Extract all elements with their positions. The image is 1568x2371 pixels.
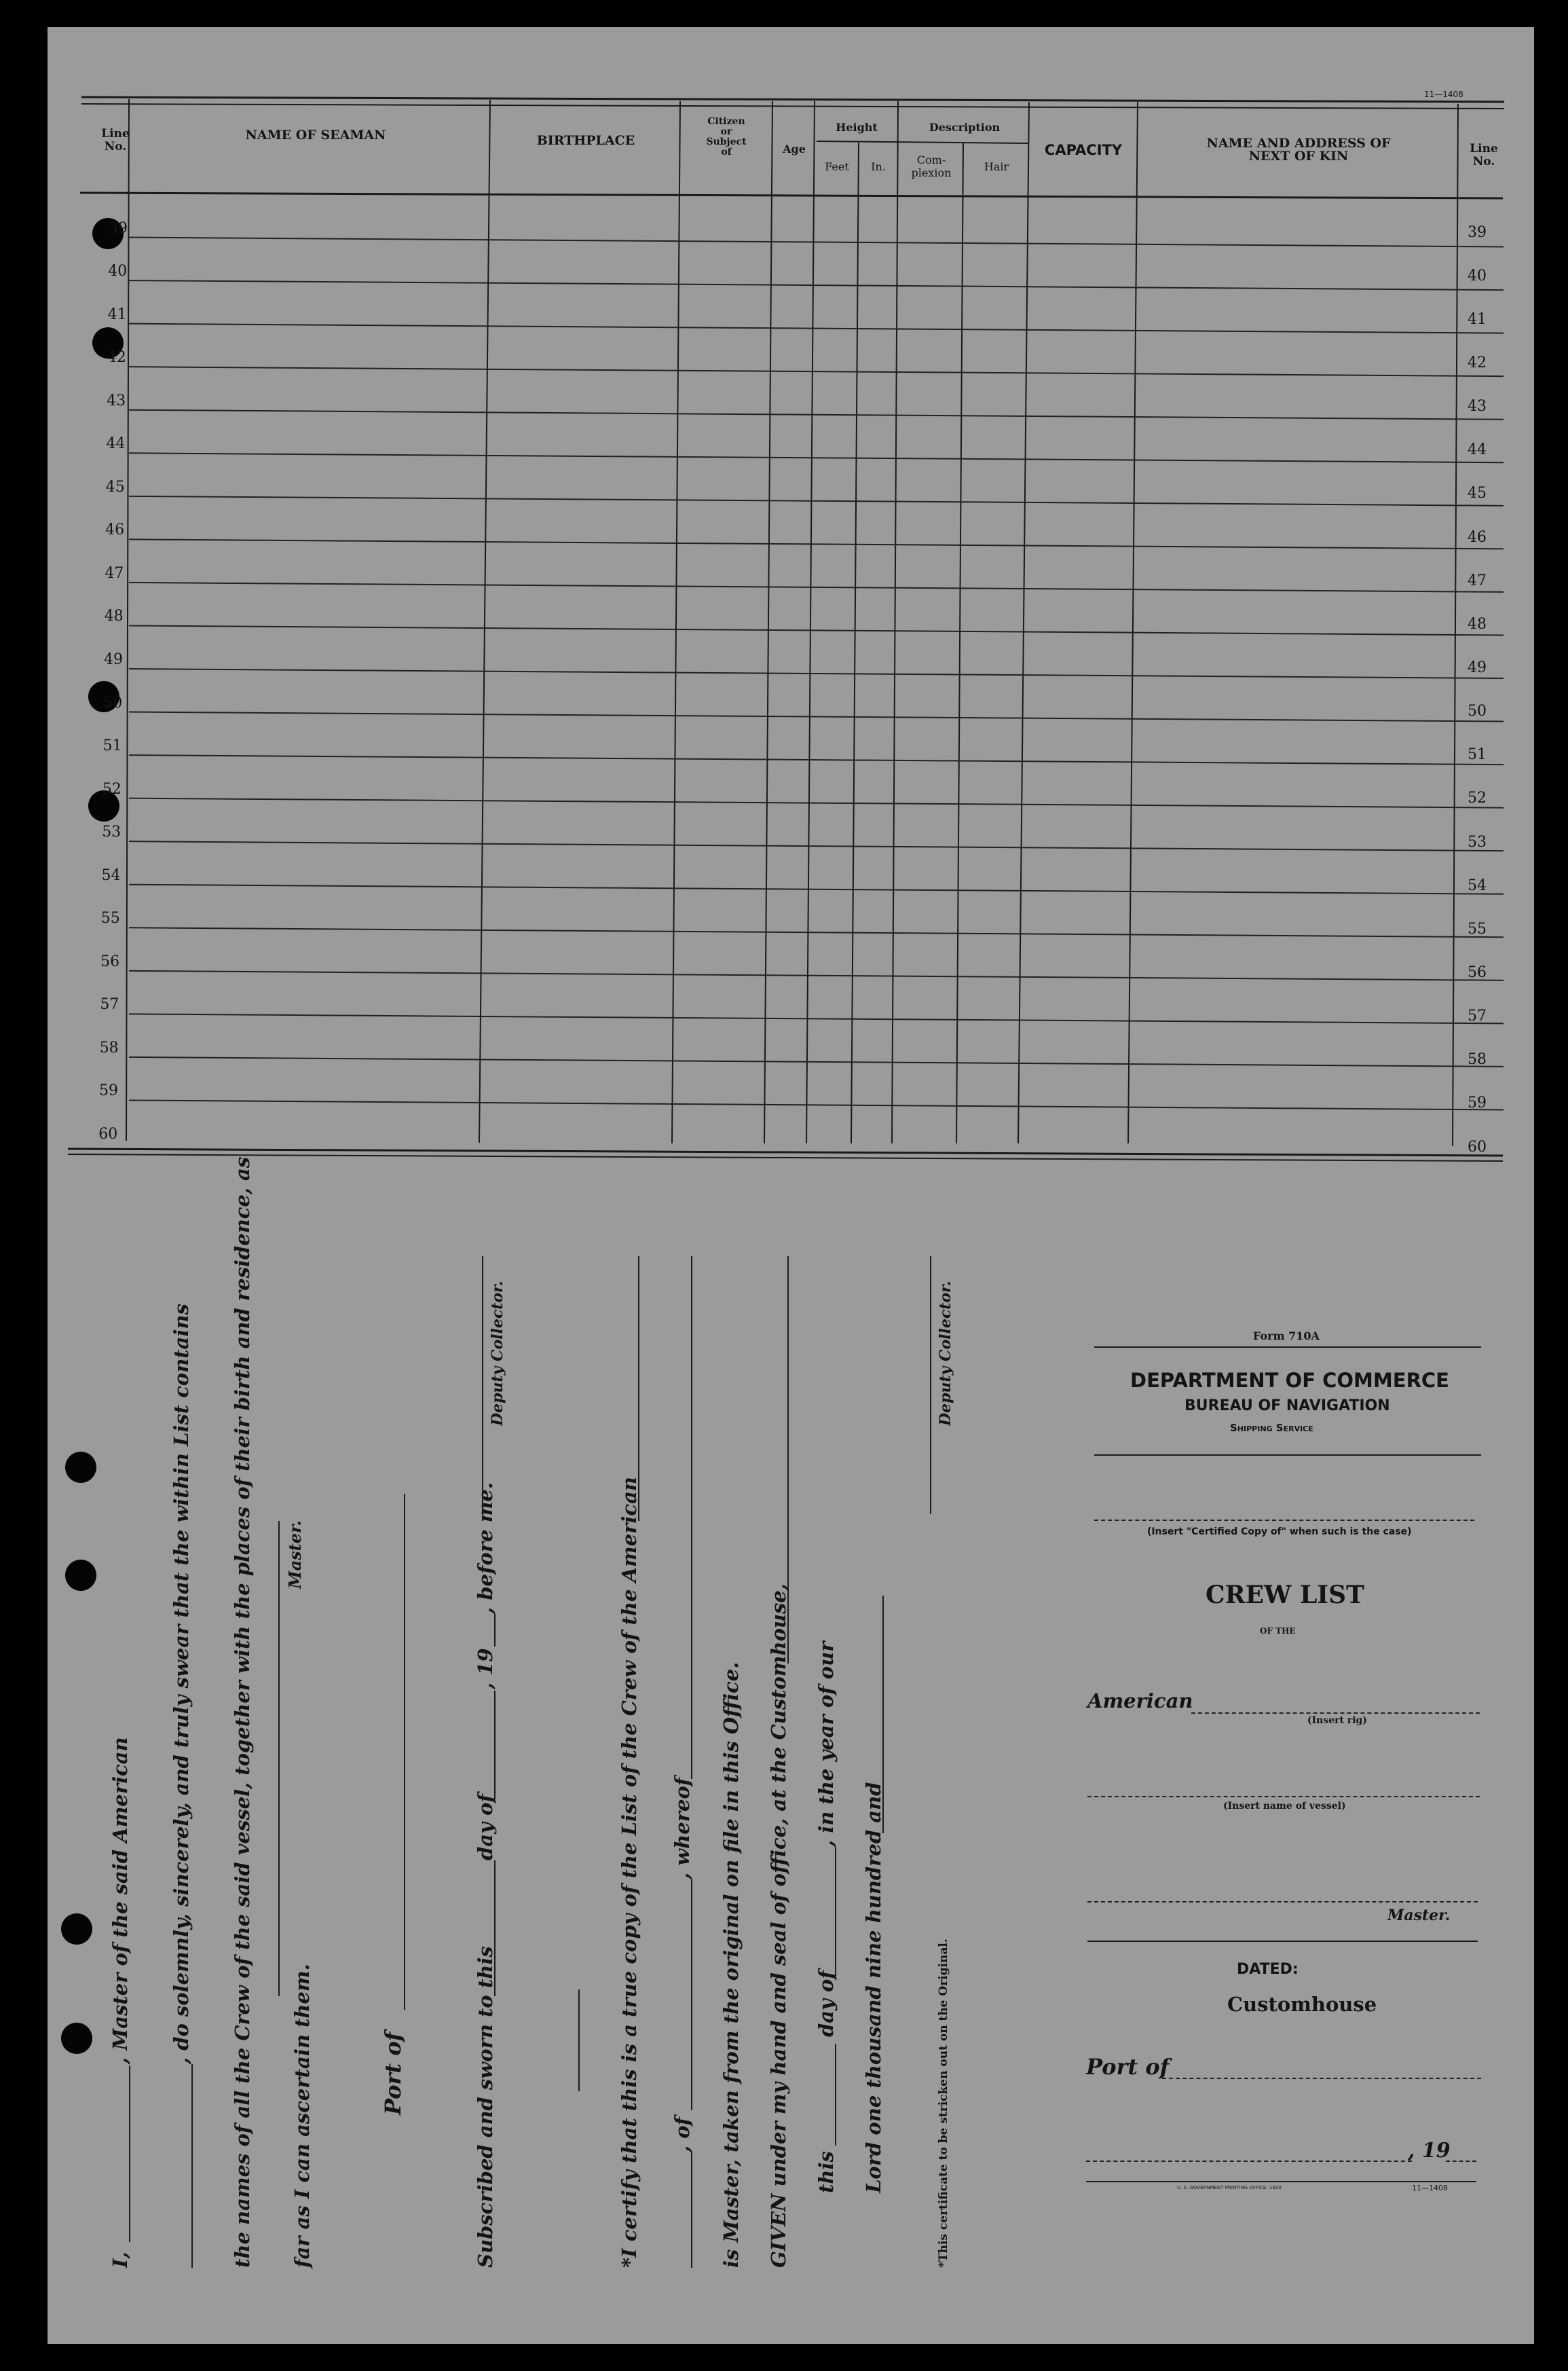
blank-line [787, 1256, 789, 1664]
oath-i: I, [109, 2251, 132, 2268]
oath-before-me: , before me. [474, 1482, 497, 1614]
header-height: Height [836, 121, 878, 134]
line-number-right: 41 [1468, 310, 1487, 328]
blank-line [404, 1494, 405, 2010]
line-number-left: 55 [100, 910, 120, 927]
cert-deputy-collector: Deputy Collector. [937, 1281, 954, 1426]
oath-19: , 19 [474, 1648, 497, 1689]
blank-line [835, 1847, 836, 1976]
line-number-left: 60 [98, 1126, 118, 1143]
oath-and-certificate [102, 1156, 497, 2268]
line-number-left: 44 [106, 435, 126, 453]
blank-line [691, 1879, 692, 2110]
header-text: Com- [916, 153, 946, 166]
line-number-left: 49 [104, 651, 123, 668]
line-number-right: 58 [1468, 1051, 1487, 1069]
cover-rule [1087, 1941, 1478, 1942]
line-number-left: 39 [109, 219, 128, 237]
oath-master: Master. [285, 1520, 305, 1589]
oath-line3: the names of all the Crew of the said vessel, together with the places of their birth and residence, as [231, 1156, 254, 2268]
header-citizen [682, 117, 771, 158]
blank-line [691, 1256, 692, 1779]
cover-top-rule [1094, 1346, 1481, 1348]
blank-line [494, 1691, 496, 1799]
cert-lord: Lord one thousand nine hundred and [862, 1782, 885, 2193]
punch-hole [65, 1560, 96, 1591]
row-line [129, 755, 1504, 765]
line-number-right: 40 [1468, 267, 1487, 284]
blank-line [1087, 1796, 1480, 1797]
header-feet: Feet [825, 160, 849, 173]
cert-line1: *I certify that this is a true copy of the List of the Crew of the American [618, 1477, 641, 2268]
master-signature-line [278, 1521, 280, 1996]
row-line [129, 583, 1504, 592]
row-line [129, 927, 1504, 937]
header-age: Age [783, 143, 806, 155]
blank-line [578, 1989, 580, 2091]
header-text: No. [1472, 155, 1495, 168]
row-line [129, 971, 1504, 980]
row-line [129, 367, 1504, 376]
cover-insert-certified: (Insert "Certified Copy of" when such is the case) [1147, 1526, 1412, 1537]
row-line [129, 496, 1504, 506]
cover-title: CREW LIST [1206, 1581, 1364, 1609]
row-line [129, 669, 1504, 678]
blank-line [882, 1596, 884, 1833]
cover-department: DEPARTMENT OF COMMERCE [1130, 1369, 1449, 1392]
oath-line1: , Master of the said American [109, 1737, 132, 2064]
row-line [129, 625, 1504, 635]
cert-in-year: , in the year of our [815, 1641, 838, 1847]
deputy-signature-line [930, 1256, 931, 1514]
line-number-left: 46 [105, 521, 125, 539]
line-number-left: 42 [107, 349, 126, 367]
blank-line [835, 2044, 836, 2146]
oath-day-of: day of [474, 1794, 497, 1860]
header-text: or [720, 126, 732, 137]
header-capacity: CAPACITY [1044, 142, 1123, 158]
row-line [129, 1057, 1504, 1067]
line-number-left: 59 [99, 1082, 118, 1100]
header-name-of-seaman: NAME OF SEAMAN [245, 128, 386, 143]
line-number-left: 57 [100, 996, 119, 1014]
deputy-signature-line [482, 1256, 483, 1514]
line-number-left: 58 [99, 1039, 119, 1056]
line-number-left: 56 [100, 953, 120, 970]
line-number-right: 53 [1468, 833, 1487, 851]
cert-day-of: day of [815, 1970, 838, 2037]
punch-hole [61, 1913, 92, 1945]
cert-line2: is Master, taken from the original on file in this Office. [720, 1661, 743, 2268]
blank-line [494, 1614, 496, 1647]
blank-line [638, 1256, 639, 1521]
header-text: Line [1470, 142, 1498, 155]
oath-line2: , do solemnly, sincerely, and truly swear that the within List contains [170, 1304, 193, 2064]
blank-line [1086, 2161, 1412, 2162]
line-number-right: 46 [1468, 528, 1487, 546]
line-number-right: 51 [1468, 746, 1487, 764]
cover-insert-vessel: (Insert name of vessel) [1223, 1801, 1346, 1812]
crew-table-grid [0, 0, 1568, 1168]
line-number-right: 42 [1468, 354, 1487, 371]
header-birthplace: BIRTHPLACE [536, 133, 635, 148]
cover-of-the: OF THE [1260, 1626, 1296, 1636]
header-line-no-left [88, 128, 143, 153]
cover-american: American [1087, 1689, 1193, 1712]
line-number-right: 48 [1468, 615, 1487, 633]
blank-line [191, 2064, 193, 2268]
line-number-left: 41 [107, 306, 127, 323]
cover-bureau: BUREAU OF NAVIGATION [1184, 1397, 1390, 1414]
oath-port-of: Port of [380, 2032, 406, 2115]
line-number-left: 52 [102, 780, 122, 798]
punch-hole [61, 2023, 92, 2054]
line-number-left: 51 [102, 737, 122, 755]
line-number-left: 40 [108, 263, 128, 280]
row-line [129, 712, 1504, 722]
row-line [129, 1100, 1504, 1109]
line-number-left: 45 [105, 478, 125, 496]
line-number-right: 55 [1468, 920, 1487, 938]
line-number-right: 44 [1468, 441, 1487, 459]
line-number-right: 56 [1468, 964, 1487, 982]
blank-line [1094, 1520, 1474, 1521]
blank-line [129, 2065, 130, 2242]
line-number-left: 48 [104, 608, 124, 625]
cover-bottom-rule [1086, 2181, 1476, 2182]
blank-line [1446, 2161, 1476, 2162]
line-number-left: 47 [105, 564, 124, 582]
row-line [129, 280, 1504, 290]
cover-customhouse: Customhouse [1227, 1993, 1377, 2016]
cover-year-19: , 19 [1408, 2139, 1451, 2163]
header-complexion [900, 153, 963, 179]
header-text: Subject [706, 136, 747, 147]
blank-line [1087, 1901, 1478, 1903]
cert-of: , of [671, 2116, 694, 2152]
cover-form-no: Form 710A [1253, 1329, 1320, 1342]
header-text: Citizen [707, 116, 745, 127]
line-number-left: 50 [103, 694, 123, 712]
line-number-right: 43 [1468, 398, 1487, 416]
line-number-right: 45 [1468, 485, 1487, 502]
header-text: NEXT OF KIN [1248, 149, 1349, 164]
cover-port-of: Port of [1086, 2054, 1170, 2080]
cover-rule [1094, 1454, 1481, 1456]
header-text: NAME AND ADDRESS OF [1206, 136, 1391, 151]
line-number-right: 57 [1468, 1008, 1487, 1025]
cover-insert-rig: (Insert rig) [1307, 1715, 1367, 1726]
blank-line [1162, 2078, 1481, 2079]
blank-line [1191, 1712, 1480, 1714]
header-text: No. [104, 140, 127, 153]
line-number-right: 47 [1468, 572, 1487, 589]
row-line [129, 410, 1504, 420]
cert-footnote: *This certificate to be stricken out on the Original. [937, 1938, 950, 2268]
cover-gpo: U. S. GOVERNMENT PRINTING OFFICE: 1920 [1177, 2185, 1282, 2190]
cover-dated: DATED: [1237, 1961, 1299, 1978]
line-number-right: 59 [1468, 1095, 1487, 1112]
line-number-left: 43 [107, 392, 126, 409]
form-code-top: 11—1408 [1424, 90, 1463, 99]
cover-service: Shipping Service [1230, 1422, 1313, 1434]
punch-hole [65, 1452, 96, 1483]
row-line [129, 324, 1504, 333]
line-number-right: 49 [1468, 659, 1487, 676]
cover-master: Master. [1387, 1907, 1451, 1924]
header-text: plexion [911, 166, 952, 179]
oath-subscribed: Subscribed and sworn to this [474, 1946, 497, 2268]
oath-deputy-collector: Deputy Collector. [489, 1281, 506, 1426]
row-line [129, 539, 1504, 549]
header-text: of [721, 147, 732, 158]
header-next-of-kin [1139, 137, 1458, 163]
oath-line4: far as I can ascertain them. [291, 1964, 314, 2268]
cover-form-code: 11—1408 [1412, 2184, 1448, 2192]
line-number-right: 52 [1468, 790, 1487, 807]
cert-whereof: , whereof [671, 1777, 694, 1879]
header-description: Description [929, 121, 1001, 134]
line-number-left: 54 [101, 866, 121, 884]
line-number-right: 60 [1468, 1138, 1487, 1156]
blank-line [691, 2152, 692, 2268]
header-line-no-right [1459, 143, 1508, 168]
line-number-right: 50 [1468, 703, 1487, 720]
row-line [129, 798, 1504, 808]
row-line [129, 885, 1504, 894]
row-line [129, 238, 1504, 247]
row-line [129, 453, 1504, 462]
header-in: In. [871, 160, 886, 173]
certificate-block [489, 1236, 991, 2268]
row-line [129, 841, 1504, 851]
line-number-left: 53 [102, 824, 122, 841]
blank-line [494, 1860, 496, 1996]
cert-line3: GIVEN under my hand and seal of office, at the Customhouse, [767, 1583, 790, 2268]
cert-this: this [815, 2151, 838, 2193]
line-number-right: 39 [1468, 223, 1487, 241]
line-number-right: 54 [1468, 877, 1487, 894]
header-text: Line [101, 127, 130, 141]
header-hair: Hair [984, 160, 1009, 173]
row-line [129, 1014, 1504, 1023]
